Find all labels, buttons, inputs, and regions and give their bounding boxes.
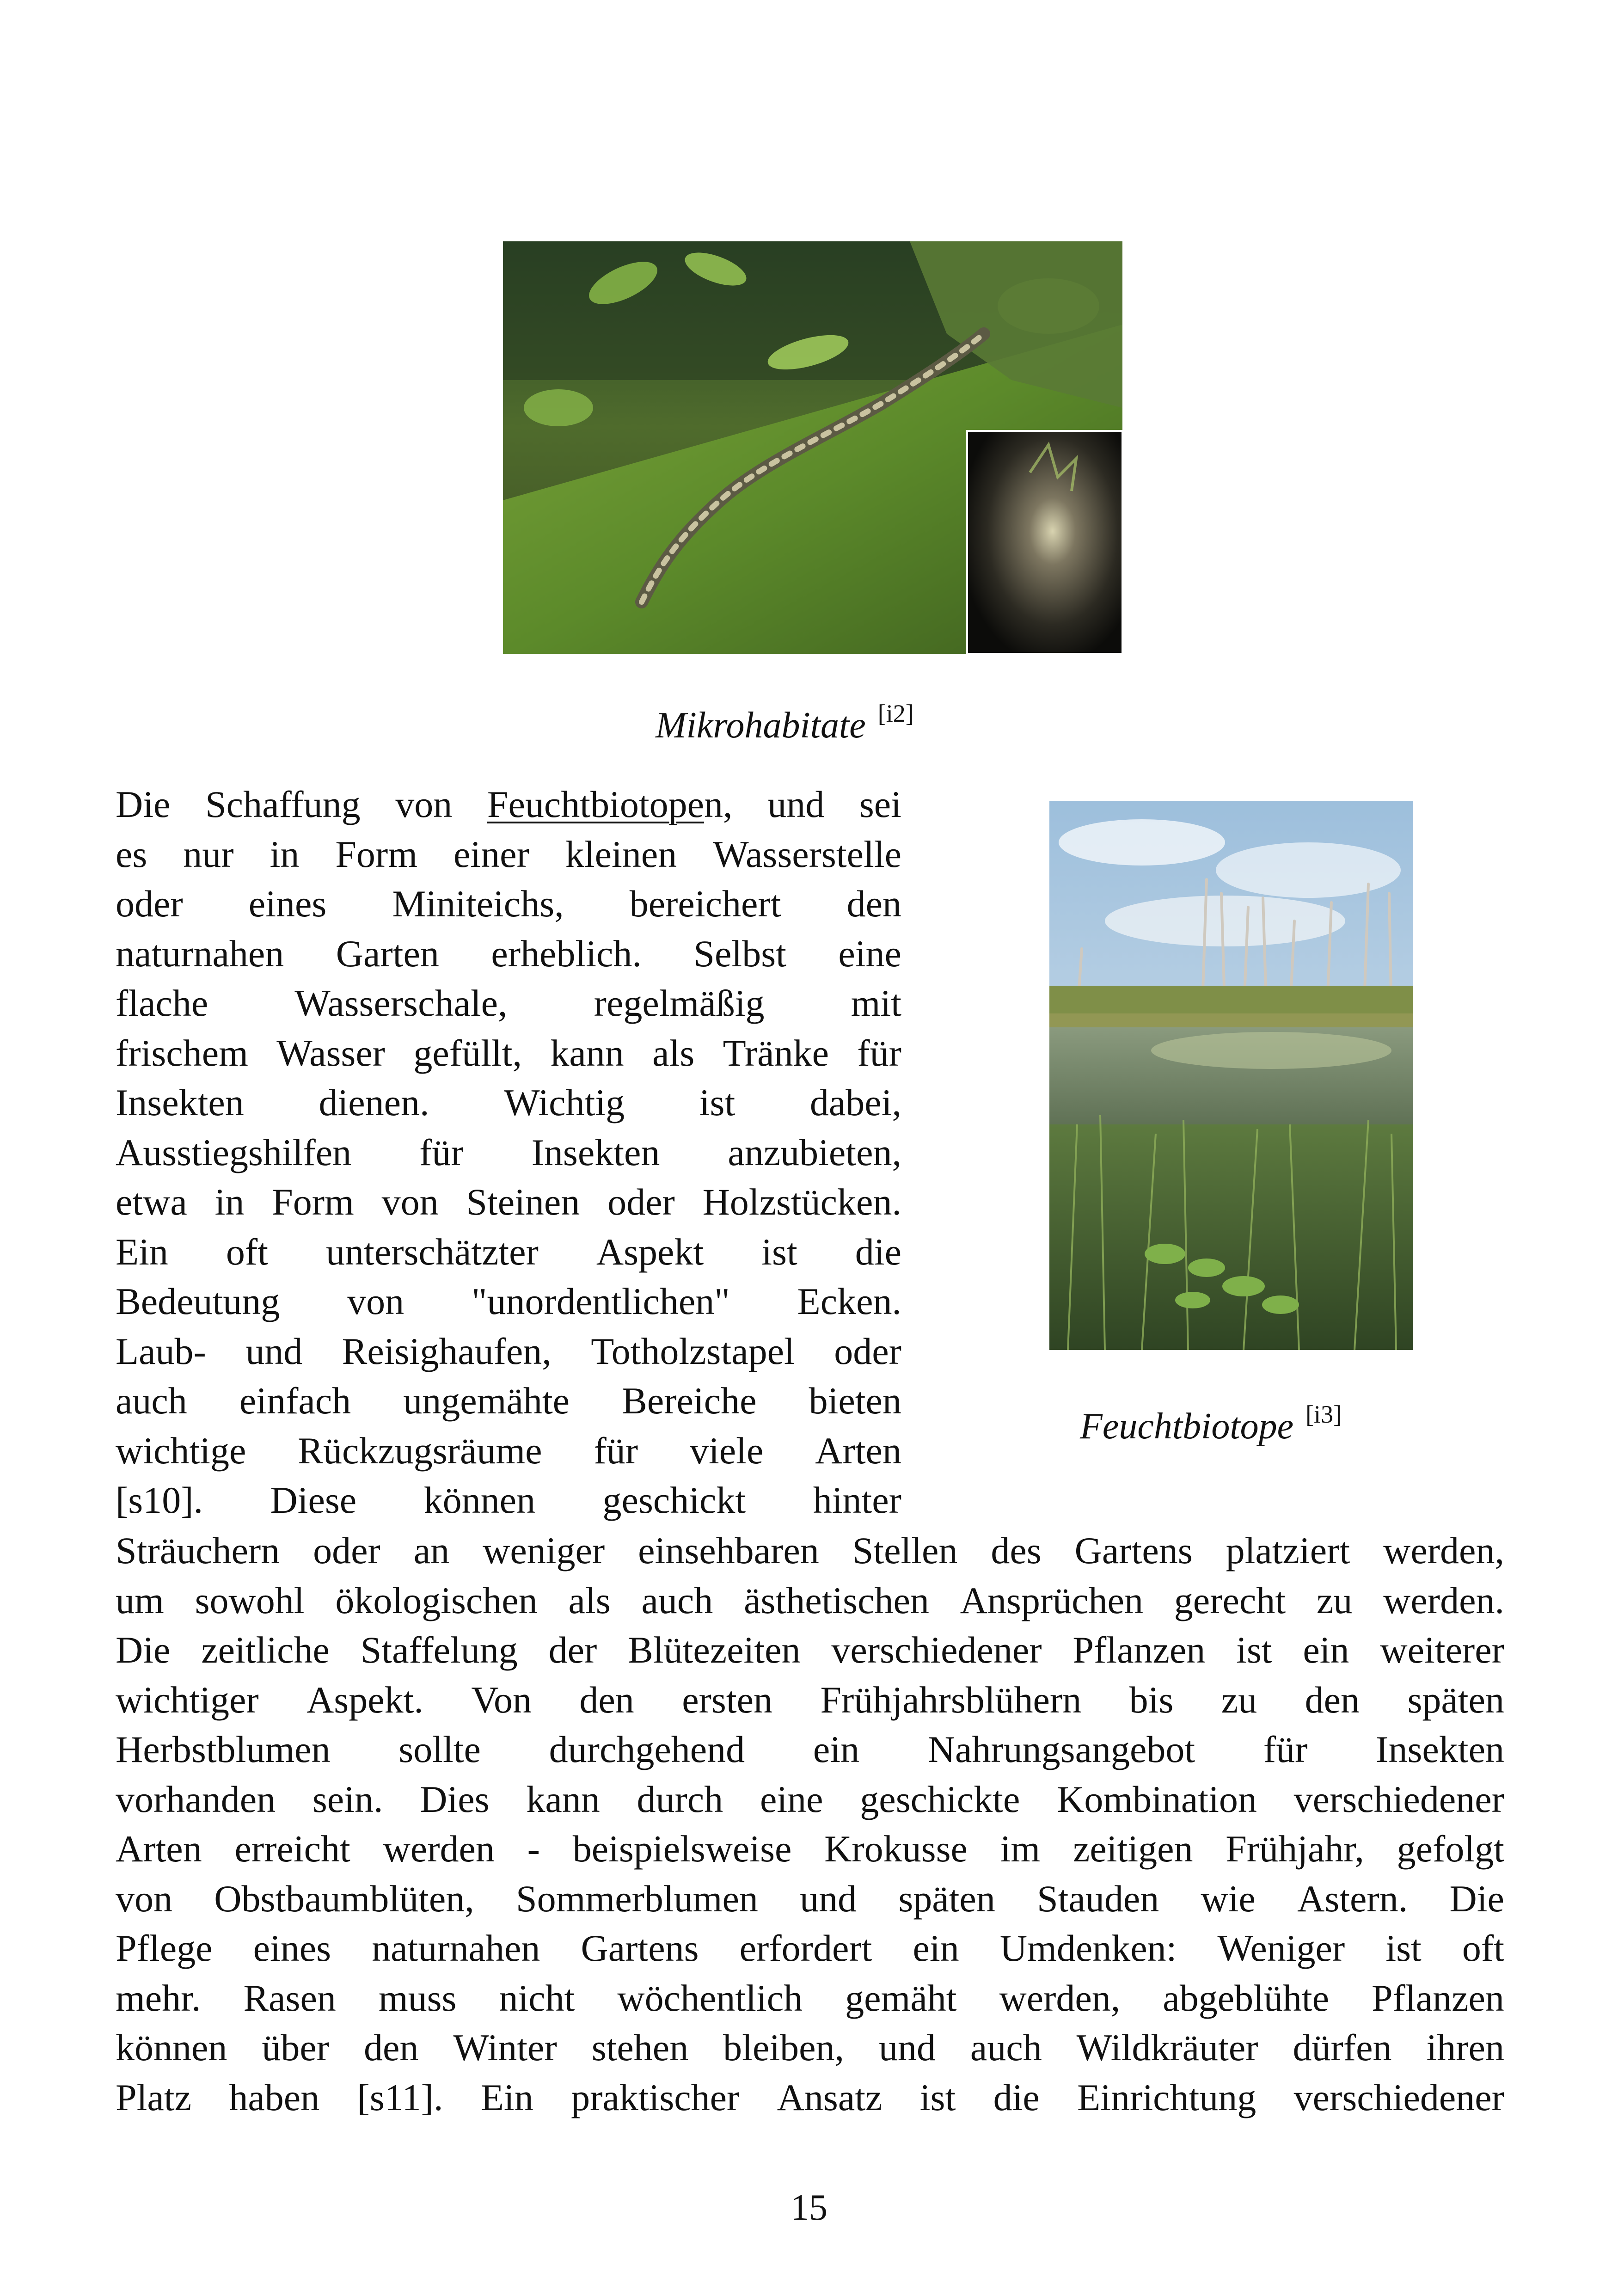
word: weniger: [483, 1529, 605, 1572]
word: und: [767, 783, 825, 825]
text-line: [116, 1923, 1504, 1973]
word: wichtige: [116, 1429, 246, 1472]
text-line: [116, 780, 901, 829]
word: geschickt: [602, 1479, 746, 1521]
word-with-link[interactable]: Feuchtbiotopen,: [487, 783, 733, 825]
word: für: [419, 1131, 464, 1173]
text-line: [116, 829, 901, 879]
word: Die: [116, 1629, 171, 1671]
word: Platz: [116, 2076, 191, 2118]
word: einfach: [239, 1380, 351, 1422]
word: ästhetischen: [744, 1579, 929, 1621]
photo-microhabitats: [503, 241, 1122, 654]
word: praktischer: [571, 2076, 740, 2118]
word: Pflanzen: [1372, 1977, 1504, 2019]
word: Astern.: [1297, 1877, 1408, 1920]
word: Wasserstelle: [713, 833, 901, 875]
text-line: [116, 2073, 1504, 2123]
word: und: [800, 1877, 857, 1920]
text-line: [116, 1227, 901, 1277]
word: gefüllt,: [413, 1031, 522, 1074]
word: erfordert: [739, 1927, 872, 1969]
word: im: [1000, 1828, 1041, 1870]
word: durchgehend: [549, 1728, 745, 1770]
word: Blütezeiten: [628, 1629, 801, 1671]
word: werden: [383, 1828, 495, 1870]
word: Herbstblumen: [116, 1728, 331, 1770]
word: Obstbaumblüten,: [214, 1877, 474, 1920]
word: Steinen: [466, 1181, 580, 1223]
word: eines: [253, 1927, 331, 1969]
word: den: [579, 1678, 634, 1721]
word: sei: [859, 783, 901, 825]
word: als: [652, 1031, 695, 1074]
word: verschiedener: [1293, 1778, 1504, 1820]
word: ein: [913, 1927, 959, 1969]
word: Wasser: [276, 1031, 386, 1074]
word: erreicht: [234, 1828, 350, 1870]
text-line: [116, 1475, 901, 1525]
paragraph-full-width: [116, 1526, 1504, 2122]
word: Form: [335, 833, 418, 875]
text-line: [116, 2023, 1504, 2073]
word: ein: [813, 1728, 860, 1770]
word: Pflege: [116, 1927, 213, 1969]
word: mehr.: [116, 1977, 201, 2019]
word: Einrichtung: [1077, 2076, 1256, 2118]
word: Ansatz: [777, 2076, 883, 2118]
word: in: [270, 833, 300, 875]
word: als: [568, 1579, 611, 1621]
word: Insekten: [531, 1131, 660, 1173]
word: Holzstücken.: [702, 1181, 901, 1223]
word: bis: [1129, 1678, 1174, 1721]
word: Rasen: [243, 1977, 336, 2019]
word: ist: [1385, 1927, 1422, 1969]
word: kann: [550, 1031, 624, 1074]
word: oder: [116, 883, 183, 925]
text-line: [116, 1973, 1504, 2023]
text-line: [116, 1277, 901, 1326]
word: und: [245, 1330, 303, 1372]
caption-text: Feuchtbiotope: [1080, 1406, 1294, 1447]
word: den: [846, 883, 901, 925]
word: gefolgt: [1397, 1828, 1504, 1870]
word: auch: [970, 2026, 1042, 2069]
figure-caption-microhabitats: [656, 701, 914, 744]
word: ist: [919, 2076, 956, 2118]
word: Reisighaufen,: [342, 1330, 552, 1372]
word: vorhanden: [116, 1778, 276, 1820]
image-reference: [i3]: [1305, 1400, 1342, 1428]
word: ersten: [682, 1678, 773, 1721]
word: Gartens: [581, 1927, 699, 1969]
word: Nahrungsangebot: [927, 1728, 1195, 1770]
word: Frühjahr,: [1226, 1828, 1364, 1870]
text-line: [116, 1625, 1504, 1675]
link-feuchtbiotope[interactable]: Feuchtbiotope: [487, 783, 705, 825]
word: bereichert: [629, 883, 781, 925]
word: den: [364, 2026, 419, 2069]
word: späten: [1407, 1678, 1504, 1721]
word: unterschätzter: [326, 1230, 539, 1273]
word: Ein: [116, 1230, 168, 1273]
word: gemäht: [845, 1977, 957, 2019]
word: zeitigen: [1073, 1828, 1193, 1870]
word: -: [527, 1828, 540, 1870]
word: naturnahen: [116, 932, 284, 975]
word: Pflanzen: [1073, 1629, 1206, 1671]
word: einer: [454, 833, 529, 875]
word: Sommerblumen: [516, 1877, 758, 1920]
word: Form: [272, 1181, 354, 1223]
word: beispielsweise: [572, 1828, 792, 1870]
word: Ein: [480, 2076, 533, 2118]
word: wöchentlich: [617, 1977, 803, 2019]
word: werden,: [999, 1977, 1121, 2019]
word: Bereiche: [622, 1380, 757, 1422]
word: eine: [760, 1778, 823, 1820]
word: zu: [1316, 1579, 1353, 1621]
word: Weniger: [1217, 1927, 1345, 1969]
word: an: [413, 1529, 450, 1572]
word: dienen.: [319, 1081, 429, 1123]
text-line: [116, 978, 901, 1028]
text-line: [116, 1376, 901, 1426]
text-line: [116, 1576, 1504, 1626]
word: bieten: [809, 1380, 901, 1422]
word: und: [878, 2026, 936, 2069]
page-number: 15: [791, 2187, 827, 2228]
text-line: [116, 1526, 1504, 1576]
word: zeitliche: [201, 1629, 330, 1671]
word: der: [548, 1629, 597, 1671]
word: wie: [1201, 1877, 1256, 1920]
text-line: [116, 1824, 1504, 1874]
word: frischem: [116, 1031, 248, 1074]
word: nur: [183, 833, 234, 875]
word: naturnahen: [372, 1927, 540, 1969]
word: hinter: [813, 1479, 901, 1521]
word: Wichtig: [504, 1081, 625, 1123]
text-line: [116, 929, 901, 979]
word: oft: [1462, 1927, 1504, 1969]
word: Gartens: [1074, 1529, 1193, 1572]
word: Schaffung: [205, 783, 361, 825]
word: Aspekt.: [306, 1678, 423, 1721]
word: von: [347, 1280, 404, 1322]
text-line: [116, 1874, 1504, 1924]
word: von: [116, 1877, 172, 1920]
word: erheblich.: [491, 932, 642, 975]
word: Ausstiegshilfen: [116, 1131, 352, 1173]
word: kann: [526, 1778, 600, 1820]
word: eine: [838, 932, 901, 975]
word: den: [1305, 1678, 1360, 1721]
word: Stauden: [1037, 1877, 1159, 1920]
word: Umdenken:: [999, 1927, 1177, 1969]
word: auch: [116, 1380, 187, 1422]
word: kleinen: [565, 833, 677, 875]
word: in: [215, 1181, 245, 1223]
word: zu: [1221, 1678, 1257, 1721]
word: Garten: [336, 932, 439, 975]
word: für: [857, 1031, 901, 1074]
word: ungemähte: [403, 1380, 570, 1422]
word: Insekten: [1376, 1728, 1504, 1770]
word: die: [993, 2076, 1040, 2118]
word: oder: [834, 1330, 901, 1372]
word: gerecht: [1174, 1579, 1286, 1621]
word: Bedeutung: [116, 1280, 280, 1322]
word: ein: [1303, 1629, 1349, 1671]
word: [s10].: [116, 1479, 203, 1521]
word: nicht: [499, 1977, 575, 2019]
word: platziert: [1226, 1529, 1350, 1572]
figure-caption-wetland: [1080, 1402, 1342, 1445]
word: Krokusse: [824, 1828, 968, 1870]
word: bleiben,: [723, 2026, 845, 2069]
word: wichtiger: [116, 1678, 259, 1721]
word: haben: [229, 2076, 320, 2118]
word: Laub-: [116, 1330, 206, 1372]
word: können: [423, 1479, 536, 1521]
word: können: [116, 2026, 227, 2069]
word: Miniteichs,: [392, 883, 564, 925]
text-line: [116, 1326, 901, 1376]
word: stehen: [591, 2026, 689, 2069]
word: Tränke: [723, 1031, 829, 1074]
word: dabei,: [809, 1081, 901, 1123]
text-line: [116, 1177, 901, 1227]
word: anzubieten,: [728, 1131, 901, 1173]
word: Die: [116, 783, 171, 825]
text-line: [116, 1774, 1504, 1824]
word: Ecken.: [797, 1280, 901, 1322]
word: Sträuchern: [116, 1529, 280, 1572]
word: verschiedener: [831, 1629, 1042, 1671]
word: Totholzstapel: [591, 1330, 795, 1372]
word: späten: [898, 1877, 995, 1920]
word: durch: [637, 1778, 723, 1820]
word: abgeblühte: [1163, 1977, 1330, 2019]
word: viele: [689, 1429, 764, 1472]
word: Aspekt: [596, 1230, 704, 1273]
image-reference: [i2]: [877, 700, 914, 727]
word: von: [395, 783, 453, 825]
word: für: [594, 1429, 638, 1472]
word: einsehbaren: [638, 1529, 819, 1572]
word: Arten: [116, 1828, 202, 1870]
word: Arten: [815, 1429, 901, 1472]
word: oder: [313, 1529, 380, 1572]
word: flache: [116, 982, 208, 1024]
word: verschiedener: [1293, 2076, 1504, 2118]
word: oft: [226, 1230, 268, 1273]
word: oder: [607, 1181, 675, 1223]
word: Von: [471, 1678, 532, 1721]
word: es: [116, 833, 147, 875]
word: Insekten: [116, 1081, 244, 1123]
word: ökologischen: [335, 1579, 538, 1621]
word: Die: [1449, 1877, 1504, 1920]
word: über: [262, 2026, 330, 2069]
word: Ansprüchen: [960, 1579, 1143, 1621]
text-line: [116, 1675, 1504, 1725]
text-line: [116, 879, 901, 929]
word: etwa: [116, 1181, 187, 1223]
word: weiterer: [1380, 1629, 1504, 1671]
text-line: [116, 1426, 901, 1476]
photo-wetland: [1049, 801, 1413, 1350]
word: auch: [641, 1579, 713, 1621]
word: die: [855, 1230, 901, 1273]
word: Wildkräuter: [1076, 2026, 1258, 2069]
word: Stellen: [852, 1529, 958, 1572]
word: eines: [248, 883, 327, 925]
word: ist: [1236, 1629, 1272, 1671]
word: Diese: [270, 1479, 357, 1521]
word: mit: [851, 982, 901, 1024]
text-line: [116, 1078, 901, 1128]
word: sowohl: [195, 1579, 305, 1621]
word: dürfen: [1293, 2026, 1392, 2069]
word: Rückzugsräume: [298, 1429, 542, 1472]
word: des: [991, 1529, 1042, 1572]
text-line: [116, 1128, 901, 1178]
word: von: [381, 1181, 439, 1223]
word: sollte: [398, 1728, 481, 1770]
word: "unordentlichen": [471, 1280, 730, 1322]
word: für: [1263, 1728, 1308, 1770]
paragraph-narrow-column: [116, 780, 901, 1525]
text-line: [116, 1028, 901, 1078]
word: Kombination: [1057, 1778, 1257, 1820]
caption-text: Mikrohabitate: [656, 705, 866, 746]
word: werden,: [1383, 1529, 1504, 1572]
word: Staffelung: [360, 1629, 518, 1671]
word: muss: [378, 1977, 457, 2019]
word: werden.: [1383, 1579, 1504, 1621]
word: Selbst: [693, 932, 786, 975]
word: Frühjahrsblühern: [820, 1678, 1082, 1721]
word: sein.: [312, 1778, 383, 1820]
word: ihren: [1426, 2026, 1504, 2069]
word: Wasserschale,: [294, 982, 508, 1024]
word: regelmäßig: [594, 982, 765, 1024]
word: ist: [761, 1230, 797, 1273]
text-line: [116, 1725, 1504, 1774]
word: [s11].: [357, 2076, 443, 2118]
word: um: [116, 1579, 164, 1621]
word: geschickte: [860, 1778, 1020, 1820]
word: Winter: [453, 2026, 557, 2069]
word: ist: [699, 1081, 735, 1123]
word: Dies: [420, 1778, 490, 1820]
